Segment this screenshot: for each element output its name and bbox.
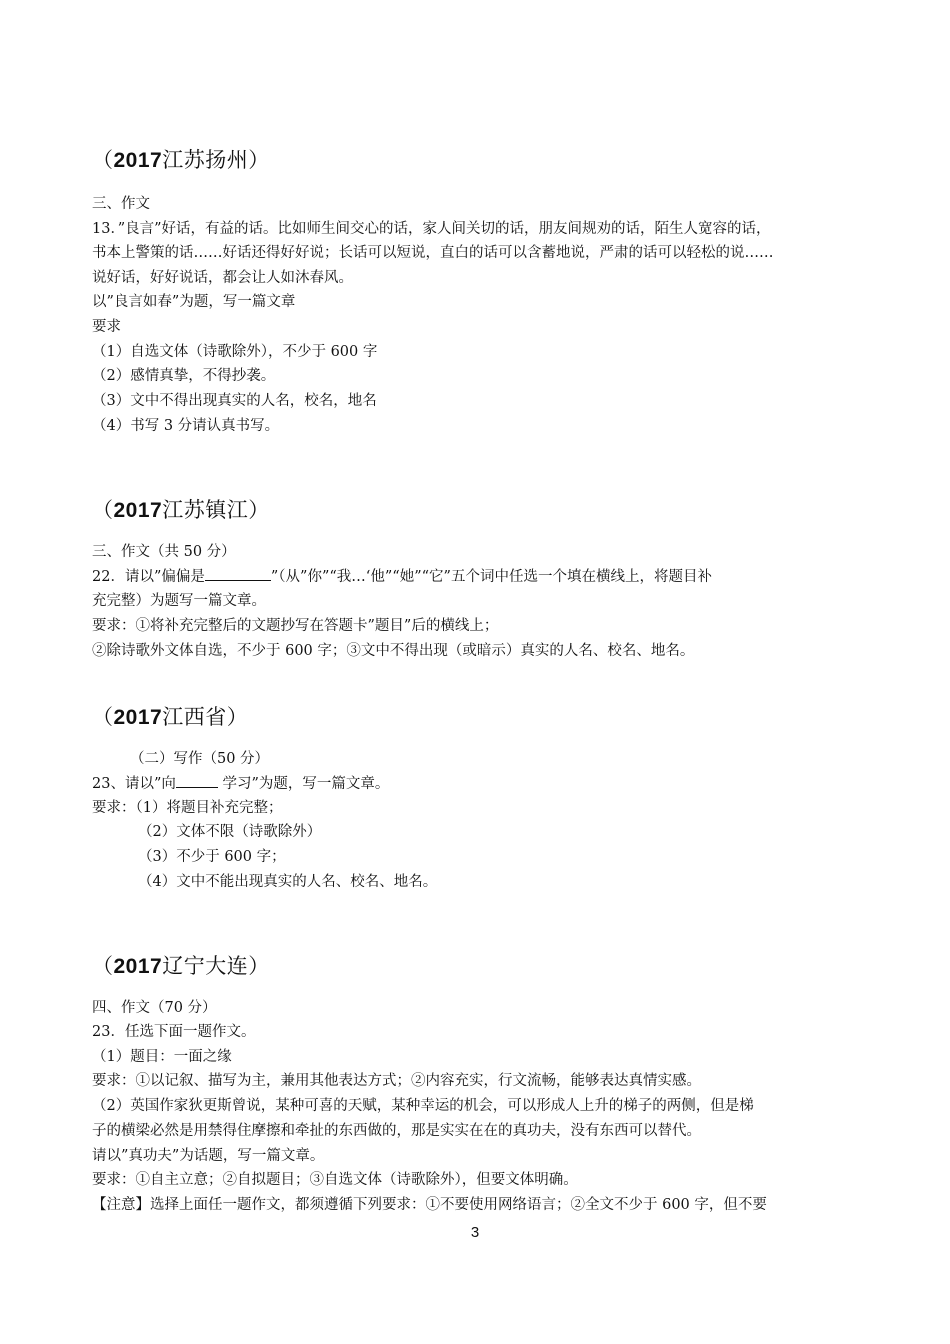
section-title: 三、作文（共 50 分） (92, 544, 236, 560)
question-text: 说好话，好好说话，都会让人如沐春风。 (92, 270, 353, 286)
section-heading-yangzhou: （2017江苏扬州） (92, 148, 270, 172)
fill-in-blank (205, 566, 271, 581)
requirement-item: 要求：①自主立意；②自拟题目；③自选文体（诗歌除外），但要文体明确。 (92, 1172, 578, 1188)
requirement-item: 要求：①将补充完整后的文题抄写在答题卡”题目”后的横线上； (92, 618, 499, 634)
section-heading-zhenjiang: （2017江苏镇江） (92, 498, 270, 522)
requirement-item: （4）书写 3 分请认真书写。 (92, 418, 280, 434)
question-text: 23、请以”向 学习”为题，写一篇文章。 (92, 773, 872, 794)
requirement-item: （4）文中不能出现真实的人名、校名、地名。 (138, 874, 438, 890)
requirement-item: （1）自选文体（诗歌除外），不少于 600 字 (92, 344, 378, 360)
requirements-label: 要求 (92, 319, 121, 335)
section-heading-dalian: （2017辽宁大连） (92, 954, 270, 978)
question-prompt: 以”良言如春”为题，写一篇文章 (92, 294, 296, 310)
requirement-item: （2）感情真挚，不得抄袭。 (92, 368, 276, 384)
section-title: 三、作文 (92, 196, 150, 212)
question-text: （2）英国作家狄更斯曾说，某种可喜的天赋，某种幸运的机会，可以形成人上升的梯子的两侧，但是梯 (92, 1098, 754, 1114)
question-text: 13．”良言”好话，有益的话。比如师生间交心的话，家人间关切的话，朋友间规劝的话，陌生人宽容的话， (92, 221, 771, 237)
requirement-item: 要求：①以记叙、描写为主，兼用其他表达方式；②内容充实，行文流畅，能够表达真情实感。 (92, 1073, 701, 1089)
section-heading-jiangxi: （2017江西省） (92, 705, 249, 729)
page-number: 3 (470, 1224, 480, 1241)
option-title: （1）题目：一面之缘 (92, 1049, 232, 1065)
requirement-item: ②除诗歌外文体自选，不少于 600 字；③文中不得出现（或暗示）真实的人名、校名、地名。 (92, 643, 695, 659)
question-text: 充完整）为题写一篇文章。 (92, 593, 266, 609)
question-text: 22．请以”偏偏是 ”（从”你”“我…‘他”“她”“它”五个词中任选一个填在横线上，将题目补 (92, 566, 872, 587)
question-text: 23．任选下面一题作文。 (92, 1024, 256, 1040)
section-title: （二）写作（50 分） (130, 751, 270, 767)
question-text: 子的横梁必然是用禁得住摩擦和牵扯的东西做的，那是实实在在的真功夫，没有东西可以替代。 (92, 1123, 701, 1139)
requirement-item: （3）不少于 600 字； (138, 849, 286, 865)
note-text: 【注意】选择上面任一题作文，都须遵循下列要求：①不要使用网络语言；②全文不少于 600 字，但不要 (92, 1197, 767, 1213)
requirement-item: 要求：（1）将题目补充完整； (92, 800, 283, 816)
requirement-item: （3）文中不得出现真实的人名，校名，地名 (92, 393, 377, 409)
section-title: 四、作文（70 分） (92, 1000, 217, 1016)
fill-in-blank (176, 773, 218, 788)
question-text: 书本上警策的话……好话还得好好说；长话可以短说，直白的话可以含蓄地说，严肃的话可以轻松的说…… (92, 245, 774, 261)
question-prompt: 请以”真功夫”为话题，写一篇文章。 (92, 1148, 325, 1164)
requirement-item: （2）文体不限（诗歌除外） (138, 824, 322, 840)
